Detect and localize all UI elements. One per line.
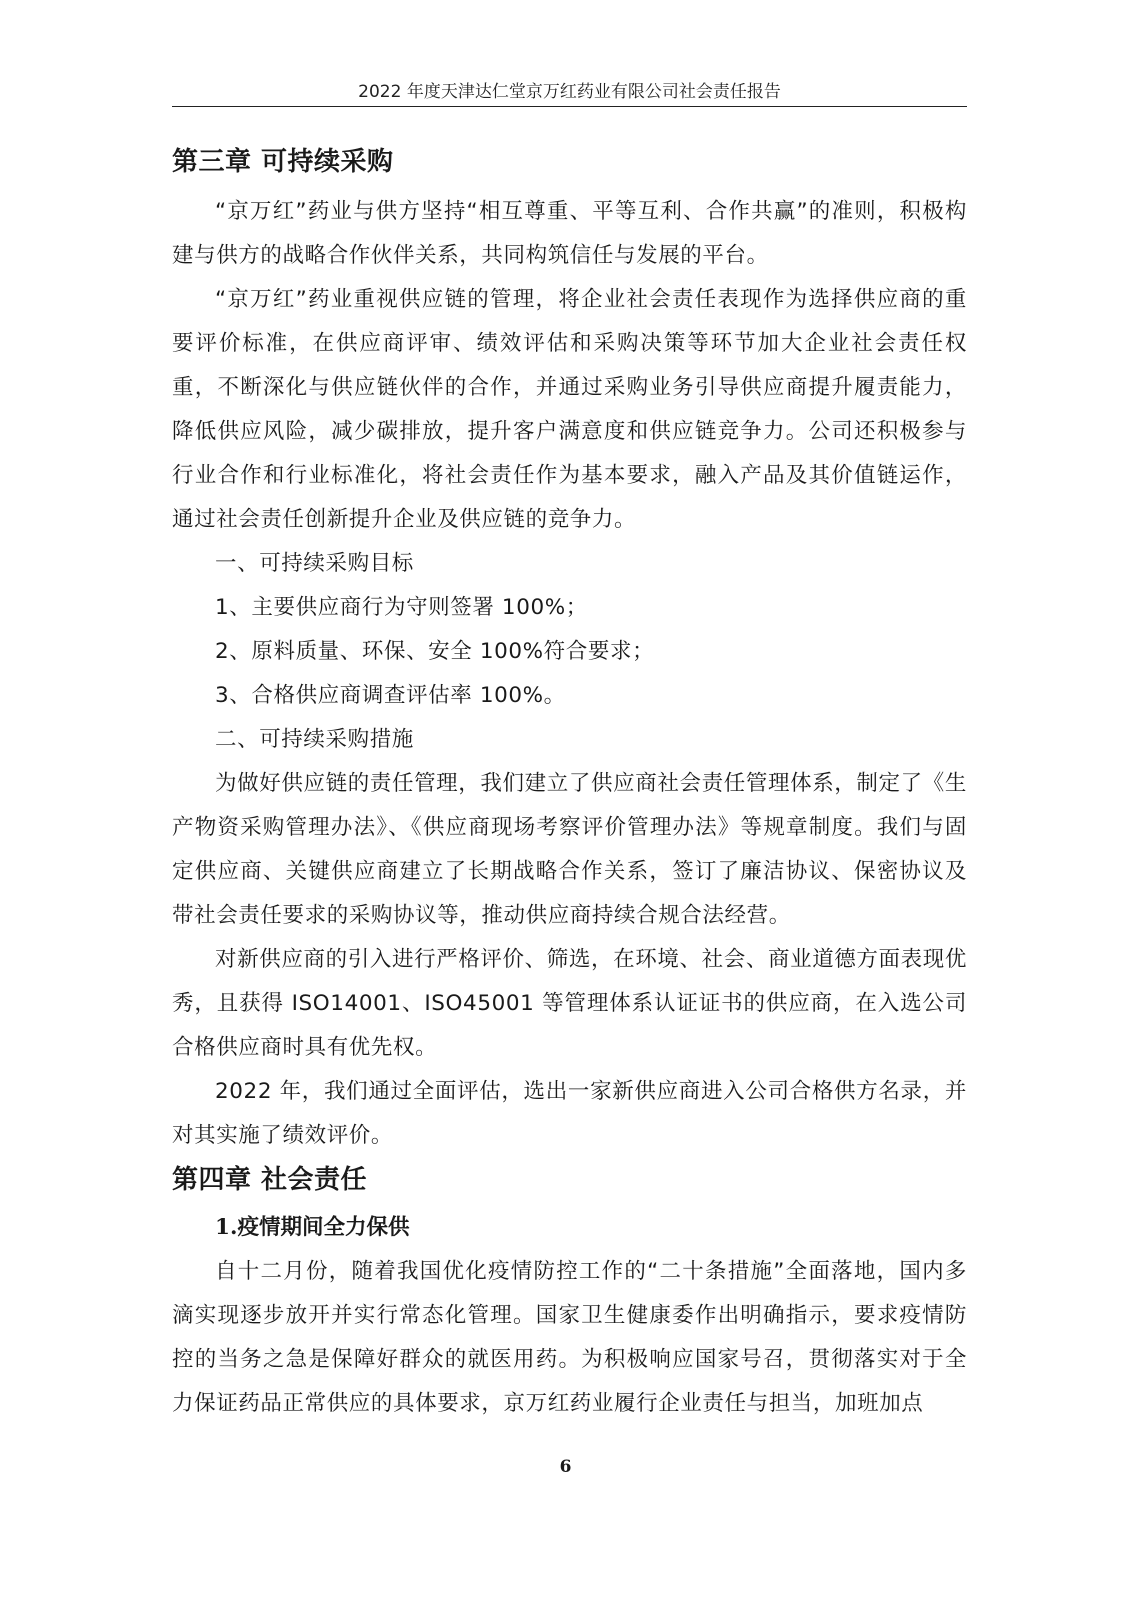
goal-item: 2、原料质量、环保、安全 100%符合要求； (215, 639, 655, 664)
header-divider (172, 106, 967, 107)
paragraph: 为做好供应链的责任管理，我们建立了供应商社会责任管理体系，制定了《生产物资采购管理办法》、《供应商现场考察评价管理办法》等规章制度。我们与固定供应商、关键供应商建立了长期战略合作关系，签订了廉洁协议、保密协议及带社会责任要求的采购协议等，推动供应商持续合规合法经营。 (172, 771, 967, 928)
section-title: 1.疫情期间全力保供 (215, 1215, 410, 1240)
running-header: 2022 年度天津达仁堂京万红药业有限公司社会责任报告 (358, 82, 781, 102)
paragraph: “京万红”药业重视供应链的管理，将企业社会责任表现作为选择供应商的重要评价标准，在供应商评审、绩效评估和采购决策等环节加大企业社会责任权重，不断深化与供应链伙伴的合作，并通过采购业务引导供应商提升履责能力，降低供应风险，减少碳排放，提升客户满意度和供应链竞争力。公司还积极参与行业合作和行业标准化，将社会责任作为基本要求，融入产品及其价值链运作，通过社会责任创新提升企业及供应链的竞争力。 (172, 287, 967, 532)
goal-item: 1、主要供应商行为守则签署 100%； (215, 595, 588, 620)
page-number: 6 (559, 1457, 572, 1477)
chapter-3-title: 第三章 可持续采购 (172, 147, 394, 177)
goals-heading: 一、可持续采购目标 (215, 551, 414, 576)
measures-heading: 二、可持续采购措施 (215, 727, 414, 752)
chapter-4-title: 第四章 社会责任 (172, 1165, 368, 1195)
goal-item: 3、合格供应商调查评估率 100%。 (215, 683, 566, 708)
paragraph: 对新供应商的引入进行严格评价、筛选，在环境、社会、商业道德方面表现优秀，且获得 ISO14001、ISO45001 等管理体系认证证书的供应商，在入选公司合格供应商时具有优先权。 (172, 947, 967, 1060)
page-body (172, 140, 967, 1426)
paragraph: 2022 年，我们通过全面评估，选出一家新供应商进入公司合格供方名录，并对其实施了绩效评价。 (172, 1079, 967, 1148)
paragraph: “京万红”药业与供方坚持“相互尊重、平等互利、合作共赢”的准则，积极构建与供方的战略合作伙伴关系，共同构筑信任与发展的平台。 (172, 199, 967, 268)
paragraph: 自十二月份，随着我国优化疫情防控工作的“二十条措施”全面落地，国内多滴实现逐步放开并实行常态化管理。国家卫生健康委作出明确指示，要求疫情防控的当务之急是保障好群众的就医用药。为积极响应国家号召，贯彻落实对于全力保证药品正常供应的具体要求，京万红药业履行企业责任与担当，加班加点 (172, 1259, 967, 1416)
